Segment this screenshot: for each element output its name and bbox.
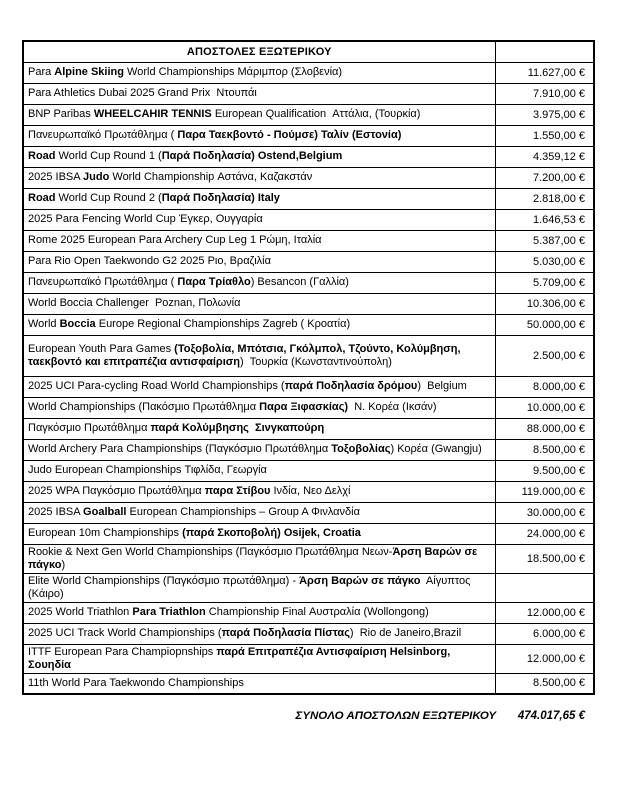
table-row bbox=[23, 272, 594, 293]
event-text: 2025 IBSA bbox=[28, 506, 84, 518]
amount-cell: 24.000,00 € bbox=[495, 523, 594, 544]
event-text: Para Rio Open Taekwondo G2 2025 Ριο, Βραζιλία bbox=[28, 255, 271, 267]
event-text-bold: Τοξοβολίας bbox=[331, 443, 391, 455]
event-text-bold: Goalball bbox=[83, 506, 127, 518]
table-row bbox=[23, 673, 594, 694]
table-row bbox=[23, 209, 594, 230]
table-row bbox=[23, 418, 594, 439]
event-cell bbox=[23, 502, 495, 523]
total-label: ΣΥΝΟΛΟ ΑΠΟΣΤΟΛΩΝ ΕΞΩΤΕΡΙΚΟΥ bbox=[295, 710, 496, 722]
table-title: ΑΠΟΣΤΟΛΕΣ ΕΞΩΤΕΡΙΚΟΥ bbox=[23, 41, 495, 62]
event-text-bold: (Τοξοβολία, Μπότσια, Γκόλμπολ, Τζούντο, Κολύμβηση, ταεκβοντό και επιτραπέζια αντισφαίριση bbox=[28, 342, 464, 368]
amount-cell: 88.000,00 € bbox=[495, 418, 594, 439]
event-text: ) Τουρκία (Κωνσταντινούπολη) bbox=[240, 355, 392, 368]
table-row bbox=[23, 104, 594, 125]
event-cell bbox=[23, 673, 495, 694]
table-row bbox=[23, 573, 594, 602]
event-text: 2025 UCI Track World Championships ( bbox=[28, 627, 222, 639]
table-row bbox=[23, 83, 594, 104]
event-text: 2025 WPA Παγκόσμιο Πρωτάθλημα bbox=[28, 485, 205, 497]
total-row bbox=[22, 710, 593, 722]
table-row bbox=[23, 251, 594, 272]
event-cell bbox=[23, 523, 495, 544]
event-cell bbox=[23, 335, 495, 376]
table-row bbox=[23, 188, 594, 209]
event-text: Para Athletics Dubai 2025 Grand Prix Ντουπάι bbox=[28, 87, 257, 99]
event-text-bold: παρα Στίβου bbox=[204, 485, 271, 497]
event-text: BNP Paribas bbox=[28, 108, 94, 120]
event-text: World Championships Μάριμπορ (Σλοβενία) bbox=[123, 66, 343, 78]
event-cell bbox=[23, 418, 495, 439]
table-row bbox=[23, 644, 594, 673]
event-text: World Cup Round 1 ( bbox=[55, 150, 162, 162]
event-cell bbox=[23, 544, 495, 573]
amount-cell: 12.000,00 € bbox=[495, 602, 594, 623]
amount-cell: 50.000,00 € bbox=[495, 314, 594, 335]
event-text: World Cup Round 2 ( bbox=[55, 192, 162, 204]
table-row bbox=[23, 623, 594, 644]
event-cell bbox=[23, 481, 495, 502]
amount-cell: 5.387,00 € bbox=[495, 230, 594, 251]
table-row bbox=[23, 523, 594, 544]
amount-cell: 7.910,00 € bbox=[495, 83, 594, 104]
table-row bbox=[23, 602, 594, 623]
amount-cell: 12.000,00 € bbox=[495, 644, 594, 673]
event-text: 2025 IBSA bbox=[28, 171, 84, 183]
event-text: European 10m Championships bbox=[28, 527, 183, 539]
event-cell bbox=[23, 573, 495, 602]
event-text: Para bbox=[28, 66, 55, 78]
event-text: ITTF European Para Champiopnships bbox=[28, 645, 217, 658]
event-text-bold: Παρα Τρίαθλο bbox=[177, 276, 251, 288]
event-text: Rookie & Next Gen World Championships (Παγκόσμιο Πρωτάθλημα Νεων- bbox=[28, 545, 393, 558]
event-cell bbox=[23, 146, 495, 167]
table-row bbox=[23, 62, 594, 83]
event-text: ) Besancon (Γαλλία) bbox=[250, 276, 349, 288]
event-text: ) bbox=[61, 558, 66, 571]
event-cell bbox=[23, 104, 495, 125]
event-text-bold: Road bbox=[28, 192, 56, 204]
table-row bbox=[23, 293, 594, 314]
event-text: Ινδία, Νεο Δελχί bbox=[270, 485, 351, 497]
amount-cell: 2.500,00 € bbox=[495, 335, 594, 376]
table-row bbox=[23, 439, 594, 460]
amount-cell: 3.975,00 € bbox=[495, 104, 594, 125]
event-cell bbox=[23, 644, 495, 673]
event-text: 11th World Para Taekwondo Championships bbox=[28, 676, 244, 689]
event-text-bold: Alpine Skiing bbox=[54, 66, 124, 78]
event-text: Elite World Championships (Παγκόσμιο πρωτάθλημα) - bbox=[28, 574, 300, 587]
event-text: World Archery Para Championships (Παγκόσμιο Πρωτάθλημα bbox=[28, 443, 332, 455]
table-row bbox=[23, 502, 594, 523]
event-cell bbox=[23, 62, 495, 83]
event-text: Παγκόσμιο Πρωτάθλημα bbox=[28, 422, 151, 434]
event-text-bold: Para Triathlon bbox=[132, 606, 206, 618]
event-cell bbox=[23, 272, 495, 293]
event-text: 2025 World Triathlon bbox=[28, 606, 133, 618]
event-text: Ν. Κορέα (Ικσάν) bbox=[348, 401, 437, 413]
event-text-bold: παρά Κολύμβησης Σινγκαπούρη bbox=[150, 422, 325, 434]
event-cell bbox=[23, 397, 495, 418]
table-row bbox=[23, 125, 594, 146]
amount-cell: 119.000,00 € bbox=[495, 481, 594, 502]
event-text-bold: Παρά Ποδηλασία) Ostend,Belgium bbox=[161, 150, 343, 162]
event-text-bold: Άρση Βαρών σε πάγκο bbox=[299, 574, 421, 587]
event-text: World Championships (Πακόσμιο Πρωτάθλημα bbox=[28, 401, 260, 413]
table-row bbox=[23, 460, 594, 481]
amount-cell: 6.000,00 € bbox=[495, 623, 594, 644]
event-text: European Qualification Αττάλια, (Τουρκία) bbox=[211, 108, 421, 120]
event-cell bbox=[23, 251, 495, 272]
event-cell bbox=[23, 209, 495, 230]
event-cell bbox=[23, 439, 495, 460]
event-text: World Boccia Challenger Poznan, Πολωνία bbox=[28, 297, 241, 309]
table-row bbox=[23, 376, 594, 397]
table-row bbox=[23, 544, 594, 573]
amount-cell: 1.646,53 € bbox=[495, 209, 594, 230]
event-text: Αίγυπτος (Κάιρο) bbox=[28, 574, 474, 600]
table-header-row bbox=[23, 41, 594, 62]
event-cell bbox=[23, 293, 495, 314]
amount-cell bbox=[495, 573, 594, 602]
event-cell bbox=[23, 602, 495, 623]
table-row bbox=[23, 146, 594, 167]
event-text: ) Rio de Janeiro,Brazil bbox=[349, 627, 462, 639]
event-text: 2025 Para Fencing World Cup Έγκερ, Ουγγαρία bbox=[28, 213, 263, 225]
event-text: World Championship Αστάνα, Καζακστάν bbox=[109, 171, 313, 183]
event-text: ) Κορέα (Gwangju) bbox=[390, 443, 482, 455]
event-cell bbox=[23, 167, 495, 188]
event-cell bbox=[23, 230, 495, 251]
event-cell bbox=[23, 83, 495, 104]
amount-cell: 18.500,00 € bbox=[495, 544, 594, 573]
event-cell bbox=[23, 376, 495, 397]
event-cell bbox=[23, 314, 495, 335]
amount-cell: 2.818,00 € bbox=[495, 188, 594, 209]
table-row bbox=[23, 397, 594, 418]
event-text-bold: Judo bbox=[83, 171, 110, 183]
event-text-bold: (παρά Σκοποβολή) Osijek, Croatia bbox=[182, 527, 361, 539]
event-text: European Championships – Group A Φινλανδία bbox=[126, 506, 360, 518]
event-text: Rome 2025 European Para Archery Cup Leg 1 Ρώμη, Ιταλία bbox=[28, 234, 322, 246]
event-text-bold: Παρα Ξιφασκίας) bbox=[259, 401, 349, 413]
amount-cell: 1.550,00 € bbox=[495, 125, 594, 146]
amount-cell: 8.000,00 € bbox=[495, 376, 594, 397]
amount-cell: 8.500,00 € bbox=[495, 673, 594, 694]
table-row bbox=[23, 230, 594, 251]
table-row bbox=[23, 314, 594, 335]
total-amount: 474.017,65 € bbox=[517, 710, 585, 722]
event-text-bold: Άρση Βαρών σε πάγκο bbox=[28, 545, 481, 571]
event-text: Europe Regional Championships Zagreb ( Κροατία) bbox=[95, 318, 351, 330]
amount-header-cell bbox=[495, 41, 594, 62]
event-text: Πανευρωπαϊκό Πρωτάθλημα ( bbox=[28, 276, 178, 288]
event-text-bold: Παρα Ταεκβοντό - Πούμσε) Ταλίν (Εστονία) bbox=[177, 129, 402, 141]
amount-cell: 10.306,00 € bbox=[495, 293, 594, 314]
event-text-bold: παρά Ποδηλασία Πίστας bbox=[221, 627, 350, 639]
event-cell bbox=[23, 460, 495, 481]
amount-cell: 5.709,00 € bbox=[495, 272, 594, 293]
event-text: Judo European Championships Τιφλίδα, Γεωργία bbox=[28, 464, 267, 476]
event-text: Πανευρωπαϊκό Πρωτάθλημα ( bbox=[28, 129, 178, 141]
amount-cell: 8.500,00 € bbox=[495, 439, 594, 460]
event-text-bold: παρά Ποδηλασία δρόμου bbox=[284, 380, 418, 392]
amount-cell: 10.000,00 € bbox=[495, 397, 594, 418]
table-row bbox=[23, 481, 594, 502]
table-row bbox=[23, 167, 594, 188]
event-text-bold: Παρά Ποδηλασία) Italy bbox=[161, 192, 280, 204]
event-text-bold: Road bbox=[28, 150, 56, 162]
event-cell bbox=[23, 125, 495, 146]
amount-cell: 9.500,00 € bbox=[495, 460, 594, 481]
amount-cell: 5.030,00 € bbox=[495, 251, 594, 272]
amount-cell: 11.627,00 € bbox=[495, 62, 594, 83]
event-cell bbox=[23, 623, 495, 644]
event-text-bold: παρά Επιτραπέζια Αντισφαίριση Helsinborg, Σουηδία bbox=[28, 645, 454, 671]
event-text-bold: Boccia bbox=[59, 318, 96, 330]
events-table-body bbox=[23, 62, 594, 694]
event-text: European Youth Para Games bbox=[28, 342, 175, 355]
event-text: World bbox=[28, 318, 60, 330]
amount-cell: 4.359,12 € bbox=[495, 146, 594, 167]
event-text: ) Belgium bbox=[417, 380, 467, 392]
amount-cell: 30.000,00 € bbox=[495, 502, 594, 523]
event-text: 2025 UCI Para-cycling Road World Championships ( bbox=[28, 380, 285, 392]
event-cell bbox=[23, 188, 495, 209]
event-text: Championship Final Αυστραλία (Wollongong) bbox=[205, 606, 429, 618]
missions-table bbox=[22, 40, 595, 695]
event-text-bold: WHEELCAHIR TENNIS bbox=[93, 108, 212, 120]
table-row bbox=[23, 335, 594, 376]
amount-cell: 7.200,00 € bbox=[495, 167, 594, 188]
